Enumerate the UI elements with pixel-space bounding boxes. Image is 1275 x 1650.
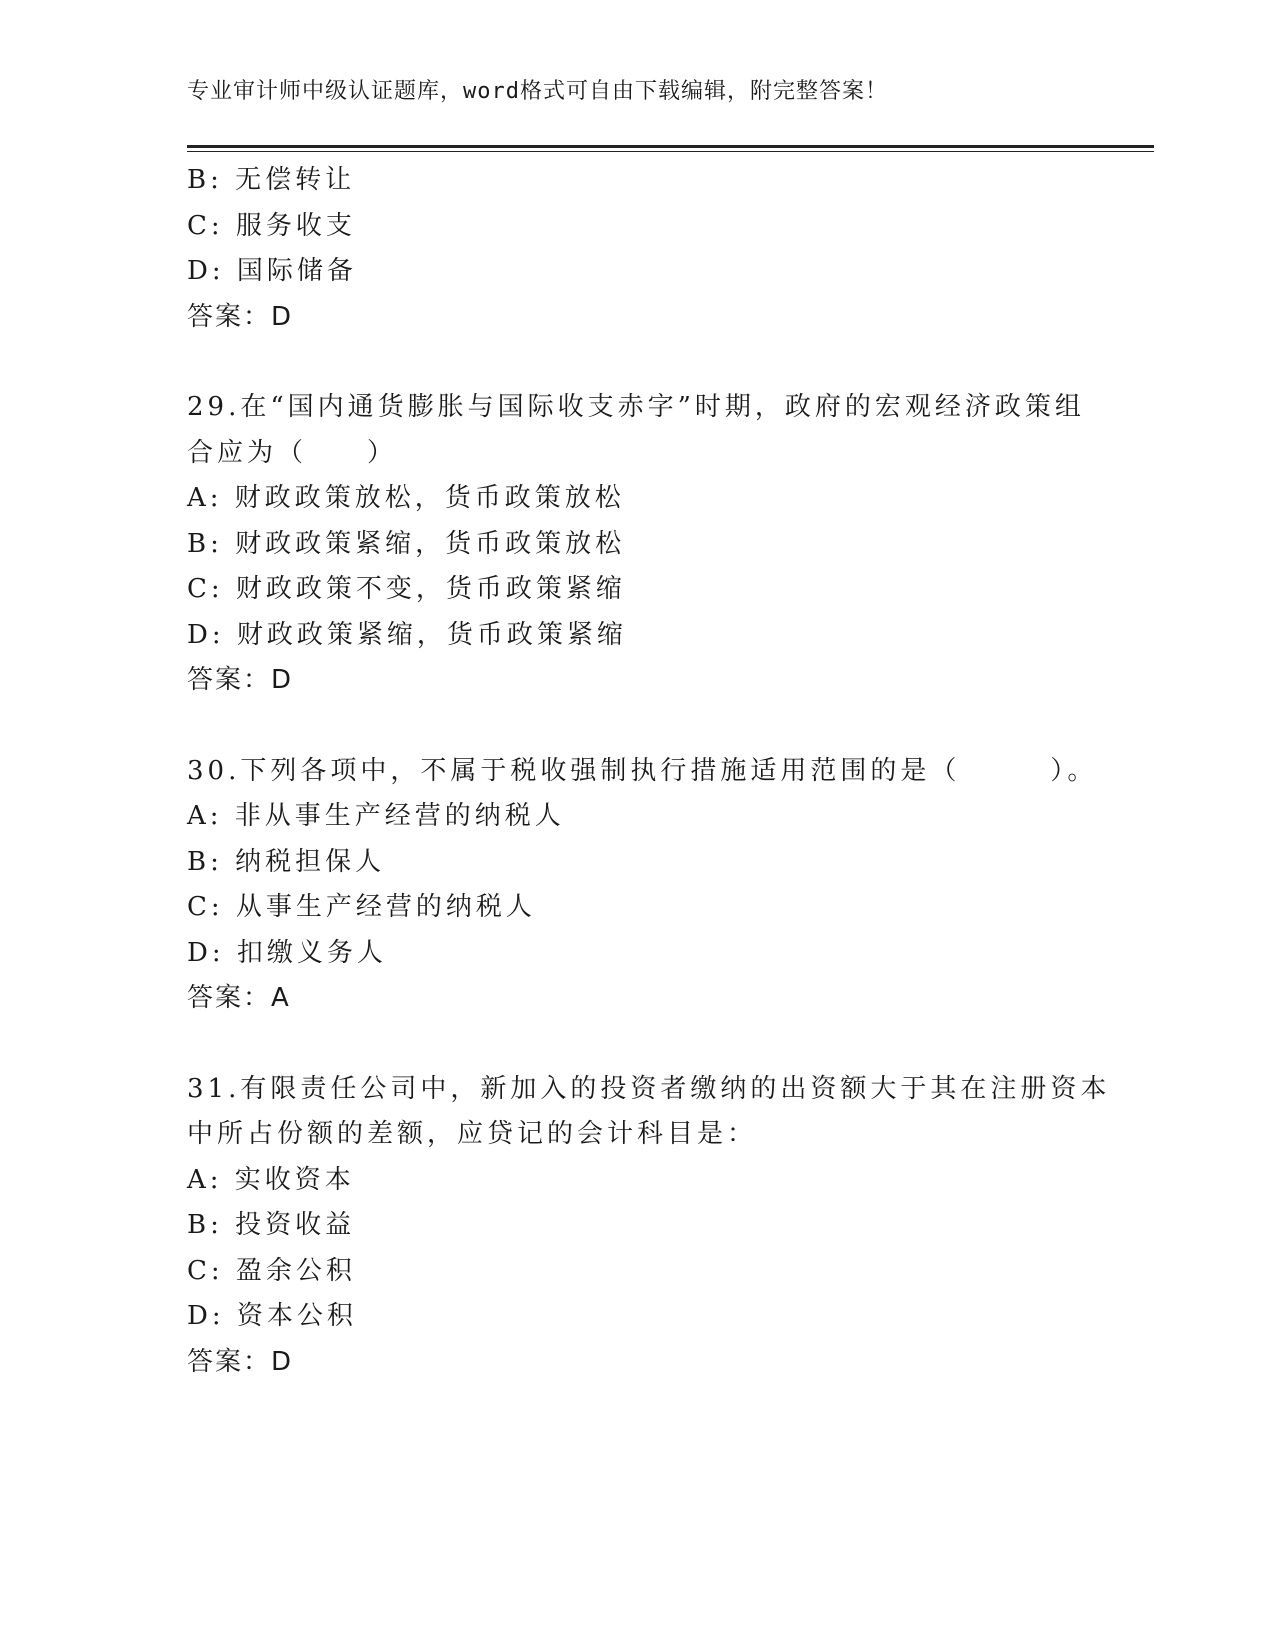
header-rule-thick: [187, 145, 1154, 148]
option-b: B: 投资收益: [187, 1210, 356, 1240]
option-d: D: 资本公积: [187, 1301, 357, 1331]
option-b: B: 纳税担保人: [187, 846, 386, 877]
question-list: [187, 158, 1111, 1385]
question-text: 29.在“国内通货膨胀与国际收支赤字”时期，政府的宏观经济政策组: [187, 392, 1085, 422]
question-30: [187, 749, 1098, 1022]
question-31: [187, 1067, 1111, 1386]
option-a: A: 财政政策放松，货币政策放松: [187, 483, 625, 513]
answer: 答案：D: [187, 665, 294, 695]
option-b: B: 财政政策紧缩，货币政策放松: [187, 528, 626, 559]
option-c: C: 从事生产经营的纳税人: [187, 892, 536, 922]
option-d: D: 扣缴义务人: [187, 937, 387, 968]
question-28-continued: [187, 158, 1087, 340]
answer: 答案：D: [187, 1346, 294, 1377]
option-c: C: 服务收支: [187, 210, 356, 241]
question-text: 30.下列各项中，不属于税收强制执行措施适用范围的是（ ）。: [187, 755, 1098, 786]
answer: 答案：D: [187, 301, 294, 332]
question-text: 合应为（ ）: [187, 437, 398, 468]
answer: 答案：A: [187, 983, 291, 1013]
option-c: C: 盈余公积: [187, 1255, 356, 1286]
option-b: B: 无偿转让: [187, 165, 356, 195]
option-d: D: 国际储备: [187, 256, 357, 286]
option-c: C: 财政政策不变，货币政策紧缩: [187, 574, 626, 604]
spacer: [187, 340, 1087, 385]
question-text: 中所占份额的差额，应贷记的会计科目是：: [187, 1119, 758, 1149]
spacer: [187, 704, 1087, 749]
question-29: [187, 385, 1087, 704]
option-a: A: 实收资本: [187, 1164, 355, 1195]
question-text: 31.有限责任公司中，新加入的投资者缴纳的出资额大于其在注册资本: [187, 1073, 1111, 1104]
header-rule-thin: [187, 151, 1154, 152]
header-note: 专业审计师中级认证题库，word格式可自由下载编辑，附完整答案！: [187, 79, 888, 104]
option-a: A: 非从事生产经营的纳税人: [187, 801, 565, 831]
option-d: D: 财政政策紧缩，货币政策紧缩: [187, 619, 627, 650]
spacer: [187, 1022, 1087, 1067]
